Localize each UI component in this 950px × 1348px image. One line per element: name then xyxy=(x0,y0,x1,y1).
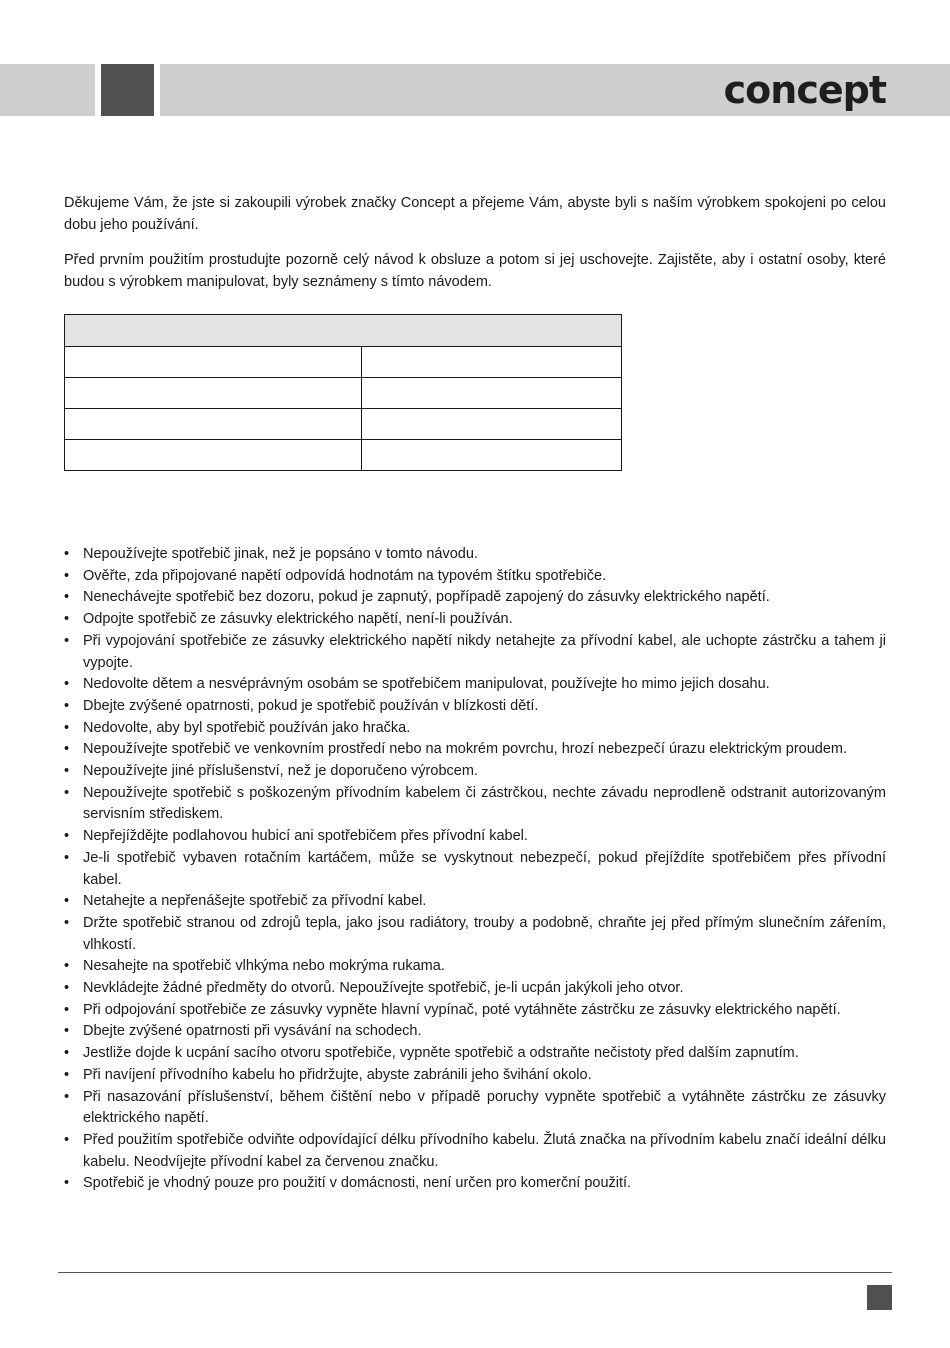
safety-rule-item: • Nenechávejte spotřebič bez dozoru, pokud je zapnutý, popřípadě zapojený do zásuvky elektrického napětí. xyxy=(64,587,886,609)
spec-value-cell xyxy=(362,378,622,409)
spec-value-cell xyxy=(362,409,622,440)
brand-logo: concept xyxy=(723,68,886,112)
safety-rule-item: • Odpojte spotřebič ze zásuvky elektrického napětí, není-li používán. xyxy=(64,609,886,631)
safety-rule-item: • Dbejte zvýšené opatrnosti při vysávání na schodech. xyxy=(64,1021,886,1043)
spec-label-cell xyxy=(65,409,362,440)
spec-value-cell xyxy=(362,440,622,471)
safety-rule-item: • Nepoužívejte spotřebič jinak, než je popsáno v tomto návodu. xyxy=(64,544,886,566)
spec-value-cell xyxy=(362,347,622,378)
spec-table-header-cell xyxy=(65,315,622,347)
spec-label-cell xyxy=(65,347,362,378)
safety-rule-item: • Ověřte, zda připojované napětí odpovídá hodnotám na typovém štítku spotřebiče. xyxy=(64,566,886,588)
page-marker-block xyxy=(867,1285,892,1310)
header-bar-left xyxy=(0,64,95,116)
safety-rule-item: • Dbejte zvýšené opatrnosti, pokud je spotřebič používán v blízkosti dětí. xyxy=(64,696,886,718)
safety-rule-item: • Nesahejte na spotřebič vlhkýma nebo mokrýma rukama. xyxy=(64,956,886,978)
intro-paragraph-instructions: Před prvním použitím prostudujte pozorně celý návod k obsluze a potom si jej uschovejte. Zajistěte, aby i ostatní osoby, které budou s výrobkem manipulovat, byly seznámeny s tímto návodem. xyxy=(64,252,886,290)
spec-table-row xyxy=(65,409,622,440)
safety-rule-item: • Nepoužívejte spotřebič ve venkovním prostředí nebo na mokrém povrchu, hrozí nebezpečí úrazu elektrickým proudem. xyxy=(64,739,886,761)
technical-spec-table xyxy=(64,314,622,471)
safety-rule-item: • Při nasazování příslušenství, během čištění nebo v případě poruchy vypněte spotřebič a vytáhněte zástrčku ze zásuvky elektrického napětí. xyxy=(64,1087,886,1130)
safety-rule-item: • Držte spotřebič stranou od zdrojů tepla, jako jsou radiátory, trouby a podobně, chraňte jej před přímým slunečním zářením, vlhkostí. xyxy=(64,913,886,956)
safety-rule-item: • Nedovolte, aby byl spotřebič používán jako hračka. xyxy=(64,718,886,740)
spec-label-cell xyxy=(65,440,362,471)
footer-divider xyxy=(58,1272,892,1273)
safety-rule-item: • Je-li spotřebič vybaven rotačním kartáčem, může se vyskytnout nebezpečí, pokud přejíždíte spotřebičem přes přívodní kabel. xyxy=(64,848,886,891)
safety-rule-item: • Před použitím spotřebiče odviňte odpovídající délku přívodního kabelu. Žlutá značka na přívodním kabelu značí ideální délku kabelu. Neodvíjejte přívodní kabel za červenou značku. xyxy=(64,1130,886,1173)
safety-rule-item: • Nepoužívejte jiné příslušenství, než je doporučeno výrobcem. xyxy=(64,761,886,783)
safety-rule-item: • Při odpojování spotřebiče ze zásuvky vypněte hlavní vypínač, poté vytáhněte zástrčku ze zásuvky elektrického napětí. xyxy=(64,1000,886,1022)
safety-rule-item: • Při vypojování spotřebiče ze zásuvky elektrického napětí nikdy netahejte za přívodní kabel, ale uchopte zástrčku a tahem ji vypojte. xyxy=(64,631,886,674)
intro-paragraph-thanks: Děkujeme Vám, že jste si zakoupili výrobek značky Concept a přejeme Vám, abyste byli s naším výrobkem spokojeni po celou dobu jeho používání. xyxy=(64,195,886,233)
safety-rule-item: • Nevkládejte žádné předměty do otvorů. Nepoužívejte spotřebič, je-li ucpán jakýkoli jeho otvor. xyxy=(64,978,886,1000)
header-language-block xyxy=(101,64,154,116)
spec-table-row xyxy=(65,440,622,471)
spec-label-cell xyxy=(65,378,362,409)
safety-rule-item: • Netahejte a nepřenášejte spotřebič za přívodní kabel. xyxy=(64,891,886,913)
safety-rule-item: • Nepřejíždějte podlahovou hubicí ani spotřebičem přes přívodní kabel. xyxy=(64,826,886,848)
safety-rule-item: • Spotřebič je vhodný pouze pro použití v domácnosti, není určen pro komerční použití. xyxy=(64,1173,886,1195)
safety-rule-item: • Nepoužívejte spotřebič s poškozeným přívodním kabelem či zástrčkou, nechte závadu neprodleně odstranit autorizovaným servisním střediskem. xyxy=(64,783,886,826)
spec-table-row xyxy=(65,378,622,409)
safety-rule-item: • Při navíjení přívodního kabelu ho přidržujte, abyste zabránili jeho švihání okolo. xyxy=(64,1065,886,1087)
spec-table-row xyxy=(65,347,622,378)
safety-rule-item: • Jestliže dojde k ucpání sacího otvoru spotřebiče, vypněte spotřebič a odstraňte nečistoty před dalším zapnutím. xyxy=(64,1043,886,1065)
spec-table-header-row xyxy=(65,315,622,347)
safety-rules-list xyxy=(64,544,886,1195)
safety-rule-item: • Nedovolte dětem a nesvéprávným osobám se spotřebičem manipulovat, používejte ho mimo jejich dosahu. xyxy=(64,674,886,696)
